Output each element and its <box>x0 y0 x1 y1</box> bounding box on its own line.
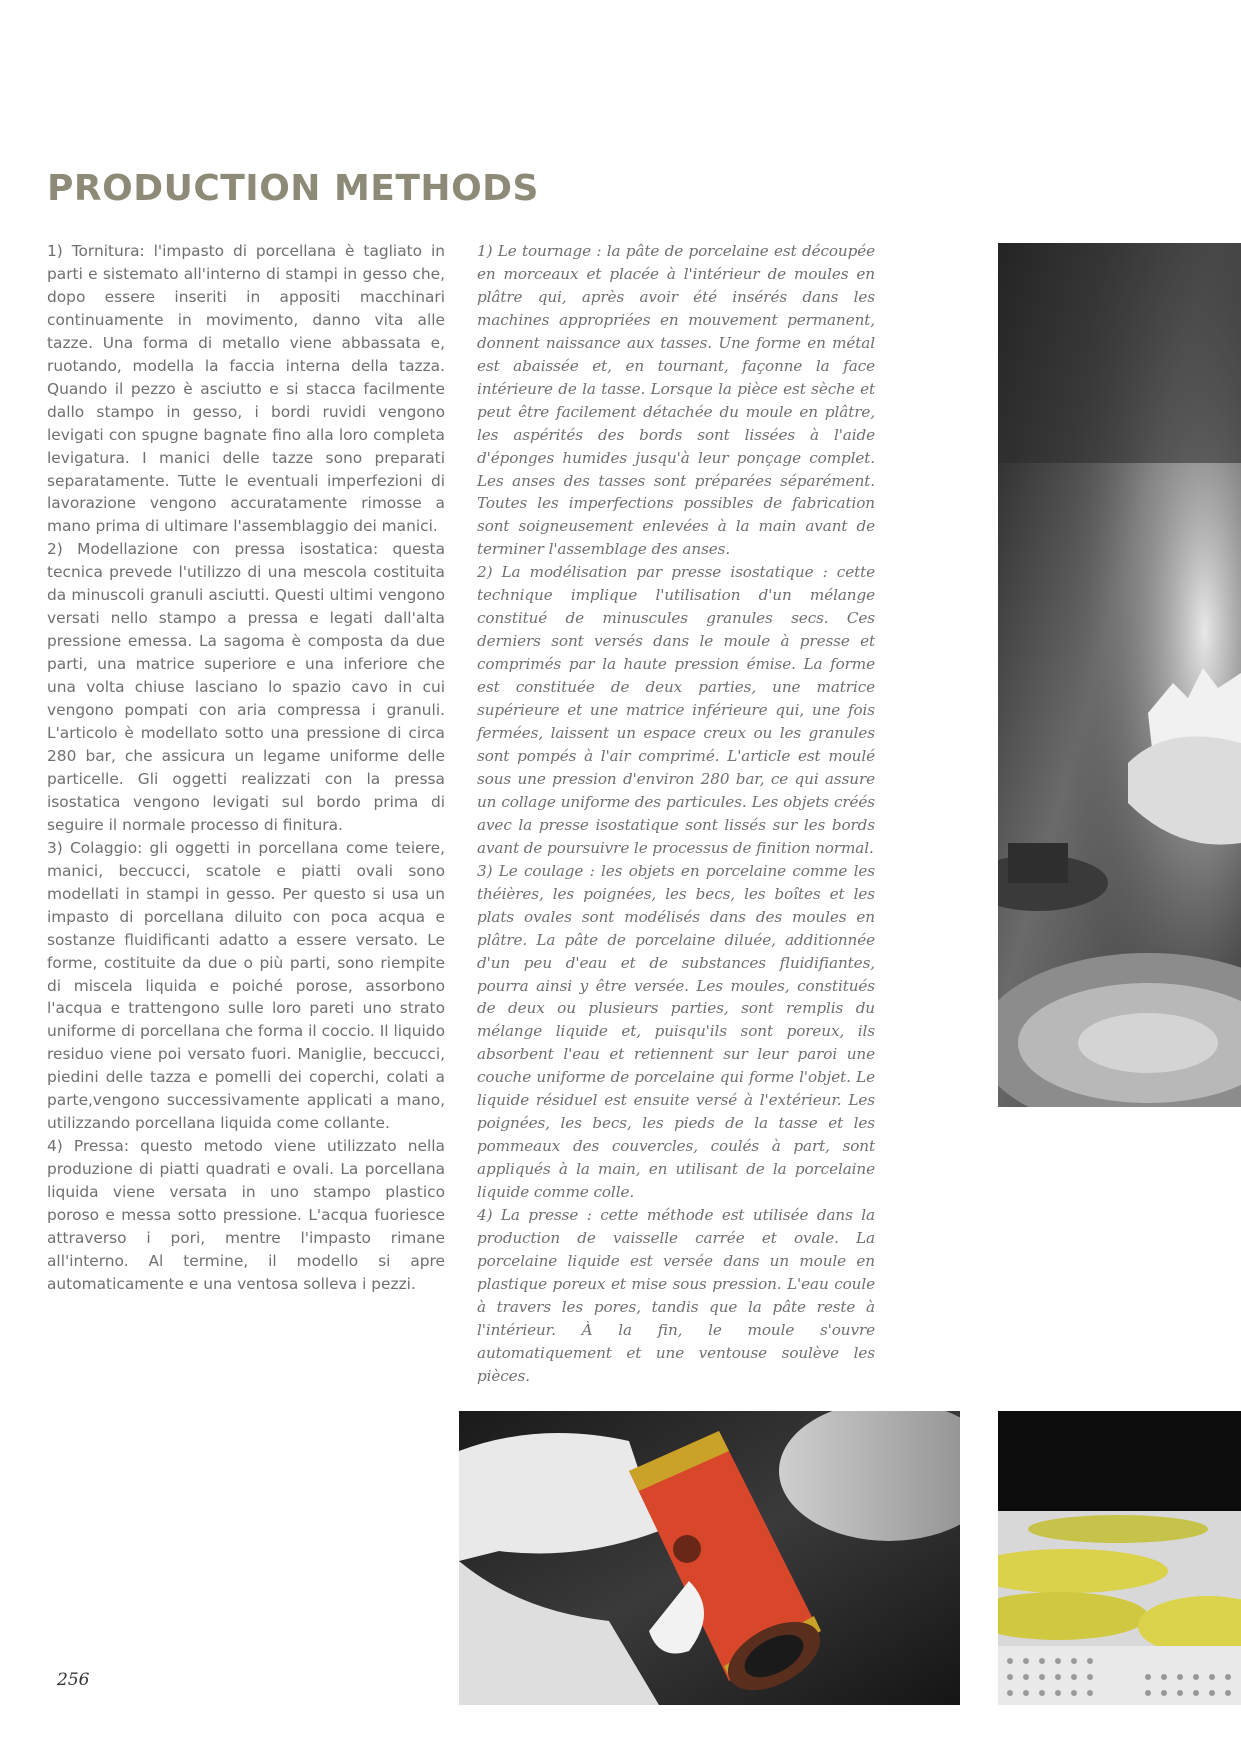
page-title: PRODUCTION METHODS <box>47 168 539 209</box>
french-text-column <box>477 240 875 1388</box>
french-paragraph-isostatic-press: 2) La modélisation par presse isostatique : cette technique implique l'utilisation d'un mélange constitué de minuscules granules secs. Ces derniers sont versés dans le moule à presse et comprimés par la haute pression émise. La forme est constituée de deux parties, une matrice supérieure et une matrice inférieure qui, une fois fermées, laissent un espace creux ou les granules sont pompés à l'air comprimé. L'article est moulé sous une pression d'environ 280 bar, ce qui assure un collage uniforme des particules. Les objets créés avec la presse isostatique sont lissés sur les bords avant de poursuivre le processus de finition normal. <box>477 563 875 857</box>
italian-paragraph-press: 4) Pressa: questo metodo viene utilizzato nella produzione di piatti quadrati e ovali. La porcellana liquida viene versata in uno stampo plastico poroso e messa sotto pressione. L'acqua fuoriesce attraverso i pori, mentre l'impasto rimane all'interno. Al termine, il modello si apre automaticamente e una ventosa solleva i pezzi. <box>47 1137 445 1293</box>
cup-polishing-photo <box>459 1411 960 1705</box>
italian-text-column <box>47 240 445 1296</box>
yellow-plates-photo <box>998 1411 1241 1705</box>
porcelain-workshop-photo <box>998 243 1241 1107</box>
italian-paragraph-isostatic-press: 2) Modellazione con pressa isostatica: questa tecnica prevede l'utilizzo di una mescola costituita da minuscoli granuli asciutti. Questi ultimi vengono versati nello stampo a pressa e legati dall'alta pressione emessa. La sagoma è composta da due parti, una matrice superiore e una inferiore che una volta chiuse lasciano lo spazio cavo in cui vengono pompati con aria compressa i granuli. L'articolo è modellato sotto una pressione di circa 280 bar, che assicura un legame uniforme delle particelle. Gli oggetti realizzati con la pressa isostatica vengono levigati sul bordo prima di seguire il normale processo di finitura. <box>47 540 445 834</box>
french-paragraph-casting: 3) Le coulage : les objets en porcelaine comme les théières, les poignées, les becs, les boîtes et les plats ovales sont modélisés dans des moules en plâtre. La pâte de porcelaine diluée, additionnée d'un peu d'eau et de substances fluidifiantes, pourra ainsi y être versée. Les moules, constitués de deux ou plusieurs parties, sont remplis du mélange liquide et, puisqu'ils sont poreux, ils absorbent l'eau et retiennent sur leur paroi une couche uniforme de porcelaine qui forme l'objet. Le liquide résiduel est ensuite versé à l'extérieur. Les poignées, les becs, les pieds de la tasse et les pommeaux des couvercles, coulés à part, sont appliqués à la main, en utilisant de la porcelaine liquide comme colle. <box>477 861 875 1202</box>
italian-paragraph-casting: 3) Colaggio: gli oggetti in porcellana come teiere, manici, beccucci, scatole e piatti ovali sono modellati in stampi in gesso. Per questo si usa un impasto di porcellana diluito con poca acqua e sostanze fluidificanti adatto a essere versato. Le forme, costituite da due o più parti, sono riempite di miscela liquida e poiché porose, assorbono l'acqua e trattengono sulle loro pareti uno strato uniforme di porcellana che forma il coccio. Il liquido residuo viene poi versato fuori. Maniglie, beccucci, piedini delle tazza e pomelli dei coperchi, colati a parte,vengono successivamente applicati a mano, utilizzando porcellana liquida come collante. <box>47 838 445 1133</box>
page-number: 256 <box>57 1670 90 1690</box>
french-paragraph-press: 4) La presse : cette méthode est utilisée dans la production de vaisselle carrée et ovale. La porcelaine liquide est versée dans un moule en plastique poreux et mise sous pression. L'eau coule à travers les pores, tandis que la pâte reste à l'intérieur. À la fin, le moule s'ouvre automatiquement et une ventouse soulève les pièces. <box>477 1206 875 1385</box>
french-paragraph-turning: 1) Le tournage : la pâte de porcelaine est découpée en morceaux et placée à l'intérieur de moules en plâtre qui, après avoir été insérés dans les machines appropriées en mouvement permanent, donnent naissance aux tasses. Une forme en métal est abaissée et, en tournant, façonne la face intérieure de la tasse. Lorsque la pièce est sèche et peut être facilement détachée du moule en plâtre, les aspérités des bords sont lissées à l'aide d'éponges humides jusqu'à leur ponçage complet. Les anses des tasses sont préparées séparément. Toutes les imperfections possibles de fabrication sont soigneusement enlevées à la main avant de terminer l'assemblage des anses. <box>477 242 875 559</box>
italian-paragraph-turning: 1) Tornitura: l'impasto di porcellana è tagliato in parti e sistemato all'interno di stampi in gesso che, dopo essere inseriti in appositi macchinari continuamente in movimento, danno vita alle tazze. Una forma di metallo viene abbassata e, ruotando, modella la faccia interna della tazza. Quando il pezzo è asciutto e si stacca facilmente dallo stampo in gesso, i bordi ruvidi vengono levigati con spugne bagnate fino alla loro completa levigatura. I manici delle tazze sono preparati separatamente. Tutte le eventuali imperfezioni di lavorazione vengono accuratamente rimosse a mano prima di ultimare l'assemblaggio dei manici. <box>47 242 445 536</box>
